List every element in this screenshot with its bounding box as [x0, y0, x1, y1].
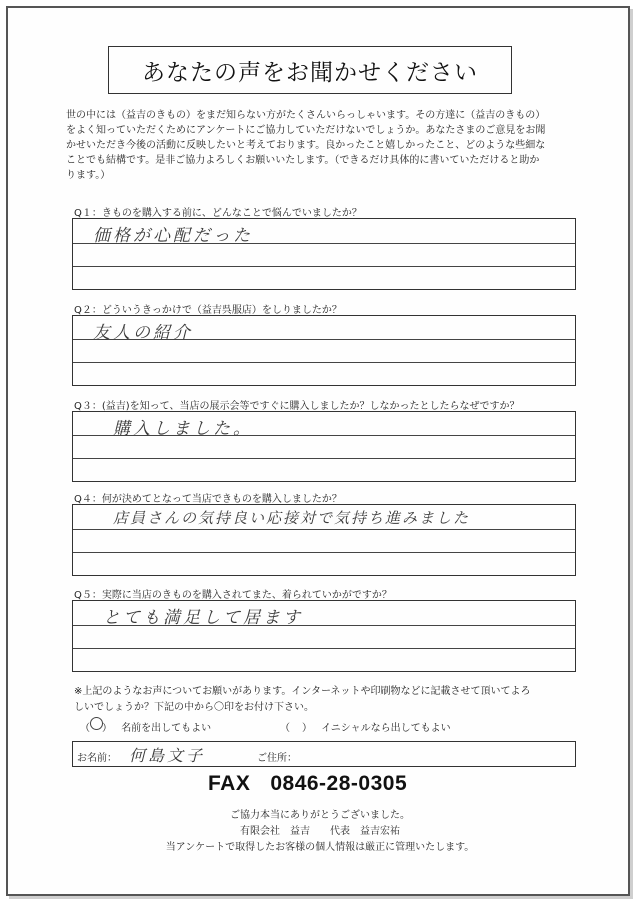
name-value: 何島文子	[129, 746, 206, 765]
footer-privacy: 当アンケートで取得したお客様の個人情報は厳正に管理いたします。	[165, 842, 475, 853]
answer-1-box[interactable]	[72, 218, 576, 290]
question-1-label: Q１：きものを購入する前に、どんなことで悩んでいましたか？	[74, 208, 362, 219]
option-checkbox[interactable]	[80, 719, 112, 734]
option-name-ok[interactable]	[80, 719, 211, 734]
survey-sheet	[6, 6, 630, 896]
page-title: あなたの声をお聞かせください	[108, 46, 512, 94]
publication-note	[74, 684, 574, 716]
answer-4-box[interactable]	[72, 504, 576, 576]
answer-3-text: 購入しました。	[113, 419, 253, 439]
answer-4-text: 店員さんの気持良い応接対で気持ち進みました	[113, 509, 471, 527]
paren-open: （	[80, 723, 90, 734]
answer-1-text: 価格が心配だった	[93, 226, 253, 246]
address-label: ご住所：	[257, 753, 297, 764]
intro-line: ります。）	[66, 170, 111, 181]
answer-5-box[interactable]	[72, 600, 576, 672]
paren-close: ）	[102, 723, 112, 734]
name-address-box[interactable]	[72, 741, 576, 767]
note-line: ※上記のようなお声についてお願いがあります。インターネットや印刷物などに記載させて頂いてよろ	[74, 686, 531, 697]
option-initials-ok-label: イニシャルなら出してもよい	[321, 723, 451, 734]
ruled-line	[73, 552, 575, 553]
fax-line	[208, 772, 407, 796]
footer-thanks: ご協力本当にありがとうございました。	[230, 810, 410, 821]
paren-close: ）	[302, 723, 312, 734]
question-3-label: Q３：(益吉)を知って、当店の展示会等ですぐに購入しましたか？しなかったとしたらなぜですか？	[74, 401, 520, 412]
option-checkbox[interactable]	[280, 719, 312, 734]
answer-5-text: とても満足して居ます	[103, 608, 303, 628]
note-line: しいでしょうか？下記の中から〇印をお付け下さい。	[74, 702, 314, 713]
intro-line: 世の中には（益吉のきもの）をまだ知らない方がたくさんいらっしゃいます。その方達に（益吉のきもの）	[66, 110, 546, 121]
intro-line: かせいただき今後の活動に反映したいと考えております。良かったこと嬉しかったこと、どのような些細な	[66, 140, 546, 151]
ruled-line	[73, 458, 575, 459]
name-label: お名前：	[77, 753, 117, 764]
option-initials-ok[interactable]	[280, 719, 451, 734]
question-4-label: Q４：何が決めてとなって当店できものを購入しましたか？	[74, 494, 342, 505]
intro-text	[66, 108, 586, 183]
paren-open: （	[280, 723, 290, 734]
fax-number: 0846-28-0305	[270, 772, 408, 795]
question-2-label: Q２：どういうきっかけで（益吉呉服店）をしりましたか？	[74, 305, 342, 316]
question-5-label: Q５：実際に当店のきものを購入されてまた、着られていかがですか？	[74, 590, 392, 601]
intro-line: をよく知っていただくためにアンケートにご協力していただけないでしょうか。あなたさまのご意見をお聞	[66, 125, 546, 136]
ruled-line	[73, 266, 575, 267]
ruled-line	[73, 362, 575, 363]
ruled-line	[73, 529, 575, 530]
fax-label: FAX	[208, 772, 251, 795]
answer-2-box[interactable]	[72, 315, 576, 386]
answer-3-box[interactable]	[72, 411, 576, 482]
answer-2-text: 友人の紹介	[93, 323, 193, 343]
intro-line: ことでも結構です。是非ご協力よろしくお願いいたします。（できるだけ具体的に書いていただけると助か	[66, 155, 540, 166]
footer-company: 有限会社 益吉 代表 益吉宏祐	[240, 826, 400, 837]
ruled-line	[73, 648, 575, 649]
option-name-ok-label: 名前を出してもよい	[121, 723, 212, 734]
